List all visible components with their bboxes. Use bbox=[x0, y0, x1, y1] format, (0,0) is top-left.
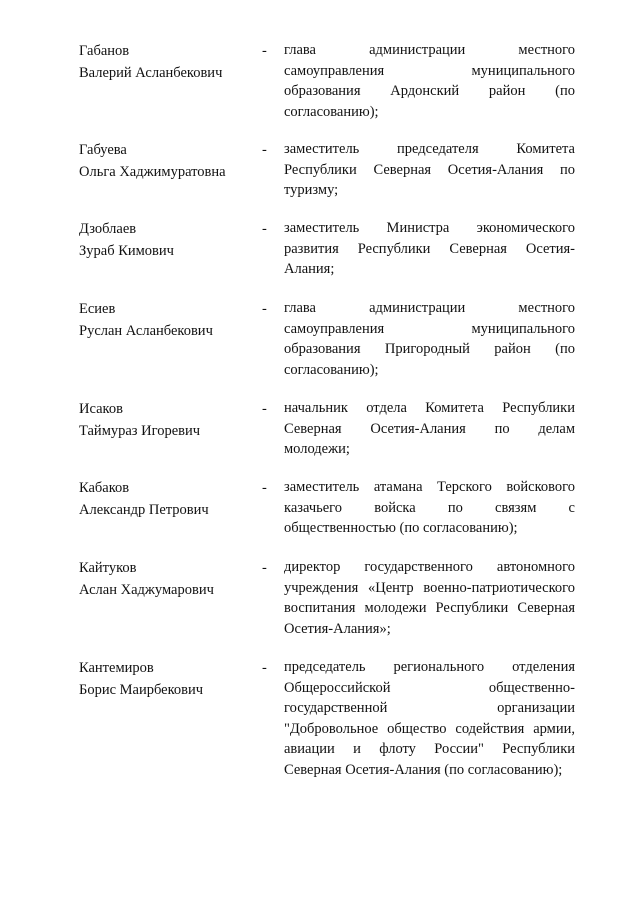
person-name bbox=[79, 298, 259, 342]
description-line: Северная Осетия-Алания (по согласованию); bbox=[284, 761, 563, 778]
description-line: согласованию); bbox=[284, 361, 379, 378]
person-given-name: Зураб Кимович bbox=[79, 243, 174, 259]
person-name bbox=[79, 557, 259, 601]
description-line: учреждения «Центр военно-патриотического bbox=[284, 579, 575, 596]
description-line: Северная Осетия-Алания по делам bbox=[284, 420, 575, 437]
description-line: туризму; bbox=[284, 182, 339, 198]
person-given-name: Валерий Асланбекович bbox=[79, 65, 223, 81]
description-line: согласованию); bbox=[284, 103, 379, 120]
person-given-name: Руслан Асланбекович bbox=[79, 323, 213, 339]
description-line: молодежи; bbox=[284, 441, 350, 457]
position-description bbox=[284, 657, 575, 780]
description-line: заместитель атамана Терского войскового bbox=[284, 479, 575, 495]
description-line: глава администрации местного bbox=[284, 42, 575, 58]
position-description bbox=[284, 40, 575, 122]
person-surname: Габуева bbox=[79, 142, 127, 158]
dash-separator: - bbox=[262, 560, 267, 576]
position-description bbox=[284, 218, 575, 280]
description-line: воспитания молодежи Республики Северная bbox=[284, 600, 575, 616]
description-line: заместитель Министра экономического bbox=[284, 220, 575, 236]
person-name bbox=[79, 398, 259, 442]
description-line: директор государственного автономного bbox=[284, 559, 575, 575]
person-name bbox=[79, 657, 259, 701]
person-given-name: Ольга Хаджимуратовна bbox=[79, 164, 226, 180]
person-name bbox=[79, 139, 259, 183]
person-surname: Исаков bbox=[79, 401, 123, 417]
dash-separator: - bbox=[262, 142, 267, 158]
position-description bbox=[284, 477, 575, 539]
description-line: заместитель председателя Комитета bbox=[284, 141, 575, 157]
description-line: Алания; bbox=[284, 261, 335, 277]
person-surname: Кабаков bbox=[79, 480, 130, 496]
dash-separator: - bbox=[262, 480, 267, 496]
position-description bbox=[284, 298, 575, 380]
person-surname: Есиев bbox=[79, 301, 116, 317]
person-given-name: Аслан Хаджумарович bbox=[79, 582, 214, 598]
person-name bbox=[79, 477, 259, 521]
person-given-name: Александр Петрович bbox=[79, 502, 209, 518]
description-line: государственной организации bbox=[284, 700, 575, 716]
description-line: "Добровольное общество содействия армии, bbox=[284, 720, 575, 737]
description-line: развития Республики Северная Осетия- bbox=[284, 240, 575, 257]
dash-separator: - bbox=[262, 401, 267, 417]
person-surname: Кайтуков bbox=[79, 560, 137, 576]
description-line: образования Ардонский район (по bbox=[284, 83, 575, 99]
description-line: авиации и флоту России" Республики bbox=[284, 741, 575, 757]
description-line: образования Пригородный район (по bbox=[284, 341, 575, 357]
description-line: Республики Северная Осетия-Алания по bbox=[284, 161, 575, 178]
description-line: казачьего войска по связям с bbox=[284, 499, 575, 516]
description-line: председатель регионального отделения bbox=[284, 659, 575, 675]
description-line: общественностью (по согласованию); bbox=[284, 520, 518, 536]
dash-separator: - bbox=[262, 301, 267, 317]
dash-separator: - bbox=[262, 221, 267, 237]
person-name bbox=[79, 218, 259, 262]
dash-separator: - bbox=[262, 43, 267, 59]
person-name bbox=[79, 40, 259, 84]
description-line: Осетия-Алания»; bbox=[284, 620, 391, 637]
person-surname: Дзоблаев bbox=[79, 221, 137, 237]
person-given-name: Таймураз Игоревич bbox=[79, 423, 201, 439]
person-given-name: Борис Маирбекович bbox=[79, 682, 204, 698]
description-line: самоуправления муниципального bbox=[284, 320, 575, 337]
position-description bbox=[284, 139, 575, 201]
dash-separator: - bbox=[262, 660, 267, 676]
position-description bbox=[284, 398, 575, 460]
person-surname: Габанов bbox=[79, 43, 130, 59]
description-line: глава администрации местного bbox=[284, 300, 575, 316]
position-description bbox=[284, 557, 575, 639]
description-line: Общероссийской общественно- bbox=[284, 679, 575, 696]
person-surname: Кантемиров bbox=[79, 660, 154, 676]
description-line: самоуправления муниципального bbox=[284, 62, 575, 79]
description-line: начальник отдела Комитета Республики bbox=[284, 400, 575, 416]
